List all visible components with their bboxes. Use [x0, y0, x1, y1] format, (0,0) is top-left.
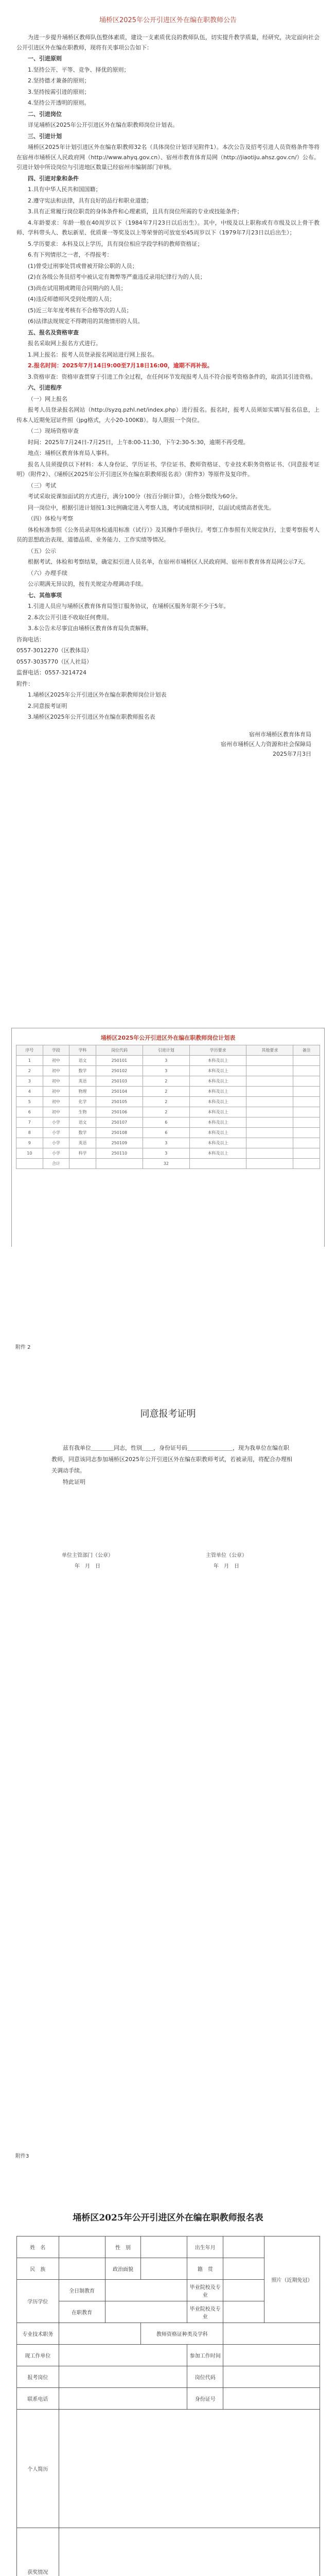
table-header-cell: 备注 — [293, 1045, 320, 1056]
table-cell: 4 — [16, 1087, 43, 1097]
field-edu-full-label: 全日制教育 — [59, 2280, 105, 2301]
table-cell — [246, 1107, 293, 1117]
field-honors-label: 获奖情况 — [17, 2528, 59, 2576]
table-cell — [246, 1148, 293, 1159]
table-cell: 生物 — [69, 1107, 96, 1117]
article-paragraph: 1.具有中华人民共和国国籍； — [28, 186, 101, 193]
field-idno-label: 身份证号 — [187, 2388, 223, 2410]
table-cell: 32 — [143, 1159, 189, 1169]
article-paragraph: 3.资格审查：资格审查贯穿于引进工作全过程，在任何环节发现报考人员不符合报考资格条件的，取消其引进资格。 — [28, 373, 316, 380]
table-cell: 小学 — [43, 1148, 69, 1159]
field-honors-input[interactable] — [59, 2528, 320, 2576]
table-cell: 本科及以上 — [189, 1148, 246, 1159]
article-paragraph: （三）考试 — [28, 482, 56, 489]
table-row — [16, 1107, 320, 1117]
field-school-label: 毕业院校及专业 — [187, 2280, 223, 2301]
table-cell — [246, 1117, 293, 1128]
table-cell: 10 — [16, 1148, 43, 1159]
table-cell: 数学 — [69, 1128, 96, 1138]
article-paragraph: (1)曾受过刑事处罚或曾被开除公职的人员； — [28, 262, 138, 269]
article-paragraph: 6.有下列情形之一者，不得报考： — [28, 251, 113, 258]
article-title: 埇桥区2025年公开引进区外在编在职教师公告 — [99, 16, 237, 24]
article-paragraph: 埇桥区2025年计划引进区外在编在职教师32名（具体岗位计划详见附件1）。本次公告及招考引进人员资格条件等将在宿州市埇桥区人民政府网（http://www.ahyq.gov.cn）、宿州市教育体育局网（http://jiaotiju.ahsz.gov.cn/）公布。引进计划中所设岗位与引进地区数量已经宿州市编制部门审核。 — [16, 144, 320, 171]
table-cell — [246, 1128, 293, 1138]
table-cell: 初中 — [43, 1066, 69, 1076]
field-title-cert-label: 专业技术职务 — [17, 2323, 59, 2345]
table-cell: 3 — [16, 1076, 43, 1087]
field-edu-full-input[interactable] — [105, 2280, 187, 2301]
table-cell — [293, 1138, 320, 1148]
table-cell: 语文 — [69, 1056, 96, 1066]
table-cell: 本科及以上 — [189, 1097, 246, 1107]
field-edu-job-label: 在职教育 — [59, 2301, 105, 2323]
table-row — [16, 1056, 320, 1066]
table-cell: 2 — [143, 1087, 189, 1097]
table-cell: 7 — [16, 1117, 43, 1128]
table-cell: 9 — [16, 1138, 43, 1148]
table-cell: 小学 — [43, 1128, 69, 1138]
article-paragraph: 5.学历要求：本科及以上学历，具有岗位相应学段学科的教师资格证； — [28, 240, 203, 247]
table-cell: 语文 — [69, 1117, 96, 1128]
article-paragraph: (2)在各级公务员招考中被认定有舞弊等严重违反录用纪律行为的人员； — [28, 274, 206, 280]
article-paragraph: 2.报名时间：2025年7月14日9:00至7月18日16:00，逾期不再补报。 — [28, 362, 213, 369]
field-politics-input[interactable] — [141, 2258, 187, 2280]
field-job-date-label: 参加工作时间 — [187, 2345, 223, 2366]
table-cell: 250105 — [96, 1097, 143, 1107]
table-cell: 250109 — [96, 1138, 143, 1148]
table-cell: 8 — [16, 1128, 43, 1138]
article-paragraph: 3.具有正常履行岗位职责的身体条件和心理素质，且具有岗位所需的专业或技能条件； — [28, 208, 243, 215]
article-paragraph: 报考人员登录报名网站（http://syzq.pzhl.net/index.php）进行报名。报名时，报考人员须如实填写报名信息，上传本人近期免冠证件照（jpg格式，大小20-100KB）。每人限报一个岗位。 — [16, 406, 320, 423]
position-table-title: 埇桥区2025年公开引进区外在编在职教师岗位计划表 — [100, 1035, 236, 1041]
consent-body — [51, 1443, 293, 1488]
table-cell — [293, 1107, 320, 1117]
consent-sig-left: 单位主管部门（公章） 年 月 日 — [62, 1553, 113, 1569]
table-cell: 250103 — [96, 1076, 143, 1087]
table-cell: 英语 — [69, 1076, 96, 1087]
form-title: 埇桥区2025年公开引进区外在编在职教师报名表 — [73, 2213, 263, 2223]
article-paragraph: 2.本次公开引进不收取任何费用。 — [28, 614, 113, 621]
field-job-date-input[interactable] — [223, 2345, 320, 2366]
table-cell — [293, 1148, 320, 1159]
table-header-cell: 岗位代码 — [96, 1045, 143, 1056]
attachment-consent-certificate — [0, 1247, 336, 2050]
table-cell: 小学 — [43, 1138, 69, 1148]
article-paragraph: （六）办理手续 — [28, 569, 67, 577]
field-idno-input[interactable] — [223, 2388, 320, 2410]
field-unit-label: 现工作单位 — [17, 2345, 59, 2366]
field-position-label: 报考岗位 — [17, 2366, 59, 2388]
table-row — [16, 1076, 320, 1087]
field-gender-input[interactable] — [141, 2236, 187, 2258]
article-paragraph: 六、引进程序 — [28, 384, 62, 391]
table-cell: 本科及以上 — [189, 1066, 246, 1076]
table-cell — [293, 1066, 320, 1076]
field-title-cert-input[interactable] — [59, 2323, 141, 2345]
article-paragraph: (3)尚在试用期或聘用合同期内的人员； — [28, 284, 127, 292]
table-cell: 本科及以上 — [189, 1117, 246, 1128]
article-paragraph: 体检标准参照《公务员录用体检通用标准（试行）》及其操作手册执行。考察工作参照有关规定执行，主要考察报考人员的思想政治表现、道德品质、业务能力、工作实绩等情况。 — [16, 526, 320, 543]
table-cell: 本科及以上 — [189, 1138, 246, 1148]
article-signature — [16, 730, 320, 759]
field-birth-label: 出生年月 — [187, 2236, 223, 2258]
field-edu-job-input[interactable] — [105, 2301, 187, 2323]
article-paragraph: 同一岗位中，根据引进计划按1:3比例确定进入考察人选，考试成绩相同时，以面试成绩高者优先。 — [28, 504, 275, 511]
table-cell: 6 — [143, 1128, 189, 1138]
signature-line: 宿州市埇桥区教育体育局 — [249, 731, 311, 738]
table-cell: 初中 — [43, 1097, 69, 1107]
article-paragraph: 报名人员须提供以下材料：本人身份证、学历证书、学位证书、教师资格证、专业技术职务资格证书、《同意报考证明》（附件2）、《埇桥区2025年公开引进区外在编在职教师报名表》（附件3）等原件及复印件。 — [16, 461, 320, 478]
article-paragraph: 一、引进原则 — [28, 55, 62, 62]
article-paragraph: 详见埇桥区2025年公开引进区外在编在职教师岗位计划表。 — [28, 122, 178, 128]
table-cell: 2 — [143, 1076, 189, 1087]
field-native-label: 籍 贯 — [187, 2258, 223, 2280]
table-cell — [246, 1159, 293, 1169]
article-paragraph: 4.坚持公开透明的原则。 — [28, 99, 90, 106]
table-cell — [293, 1117, 320, 1128]
table-cell: 1 — [16, 1056, 43, 1066]
registration-form-table — [16, 2236, 320, 2576]
table-cell: 5 — [16, 1097, 43, 1107]
table-cell — [293, 1087, 320, 1097]
article-paragraph: 0557-3035770（区人社局） — [16, 658, 92, 665]
table-cell: 初中 — [43, 1076, 69, 1087]
position-plan-table-image — [11, 1028, 325, 1249]
table-cell: 250107 — [96, 1117, 143, 1128]
consent-note: 特此证明 — [63, 1479, 85, 1485]
table-row — [16, 1097, 320, 1107]
table-cell: 化学 — [69, 1097, 96, 1107]
article-paragraph: 3.本公告未尽事宜由埇桥区教育体育局负责解释。 — [28, 625, 152, 632]
table-cell: 250104 — [96, 1087, 143, 1097]
table-cell: 3 — [143, 1066, 189, 1076]
article-paragraph: 地点：埇桥区教育体育局人事科。 — [28, 450, 113, 456]
field-birth-input[interactable] — [223, 2236, 264, 2258]
table-cell — [16, 1159, 43, 1169]
table-header-cell: 序号 — [16, 1045, 43, 1056]
field-phone-input[interactable] — [59, 2388, 187, 2410]
article-paragraph: (6)法律法规规定不得聘用的其他情形的人员。 — [28, 318, 144, 325]
article-paragraph: 3.埇桥区2025年公开引进区外在编在职教师报名表 — [28, 714, 155, 720]
field-resume-input[interactable] — [59, 2410, 320, 2528]
table-row — [16, 1138, 320, 1148]
table-cell — [246, 1087, 293, 1097]
article-paragraph: 七、其他事项 — [28, 591, 62, 599]
table-cell: 英语 — [69, 1138, 96, 1148]
table-cell: 初中 — [43, 1087, 69, 1097]
table-cell — [96, 1159, 143, 1169]
article-paragraph: 为进一步提升埇桥区教师队伍整体素质，建设一支素质优良的教师队伍，切实提升教学质量，经研究，决定面向社会公开引进区外在编在职教师，现将有关事项公告如下： — [16, 34, 320, 51]
field-degree-label: 学历学位 — [17, 2280, 59, 2323]
article-paragraph: 1.引进人员应与埇桥区教育体育局签订服务协议，在埇桥区服务年限不少于5年。 — [28, 603, 229, 609]
table-cell — [246, 1076, 293, 1087]
field-ethnic-input[interactable] — [59, 2258, 105, 2280]
field-teacher-cert-label: 教师资格证种类及学科 — [141, 2323, 223, 2345]
table-cell: 本科及以上 — [189, 1087, 246, 1097]
article-paragraph: （四）体检与考察 — [28, 515, 73, 522]
attachment3-label: 附件3 — [15, 2154, 29, 2159]
table-cell: 初中 — [43, 1107, 69, 1117]
article-paragraph: 报名采取网上报名方式进行。 — [28, 340, 101, 347]
field-ethnic-label: 民 族 — [17, 2258, 59, 2280]
field-native-input[interactable] — [223, 2258, 264, 2280]
table-cell — [293, 1056, 320, 1066]
consent-title: 同意报考证明 — [140, 1409, 196, 1419]
article-paragraph: 时间：2025年7月24日-7月25日，上午8:00-11:30，下午2:30-5:30，逾期不再受理。 — [28, 438, 249, 446]
article-paragraph: 2.同意报考证明 — [28, 702, 67, 709]
table-cell: 本科及以上 — [189, 1128, 246, 1138]
article-paragraph: 根据考试、体检和考察结果，确定拟引进人员名单，在宿州市埇桥区人民政府网、宿州市教育体育局网公示7天。 — [28, 558, 309, 565]
field-name-input[interactable] — [59, 2236, 105, 2258]
consent-text: 兹有我单位＿＿＿＿同志，性别＿＿，身份证号码＿＿＿＿＿＿＿＿，现为我单位在编在职教师，同意该同志参加埇桥区2025年公开引进区外在编在职教师考试，若被录用，将配合办理相关调动手续。 — [51, 1445, 292, 1474]
table-header-cell: 学段 — [43, 1045, 69, 1056]
article-paragraph: 1.埇桥区2025年公开引进区外在编在职教师岗位计划表 — [28, 691, 167, 698]
table-cell: 2 — [143, 1107, 189, 1117]
table-cell — [246, 1097, 293, 1107]
signature-line: 宿州市埇桥区人力资源和社会保障局 — [221, 740, 311, 748]
article-paragraph: 考试采取说课加面试的方式进行，满分100分（按百分制计算），合格分数线为60分。 — [28, 493, 241, 500]
table-cell: 数学 — [69, 1066, 96, 1076]
table-cell: 3 — [143, 1138, 189, 1148]
table-cell: 250106 — [96, 1107, 143, 1117]
field-code-input[interactable] — [223, 2366, 320, 2388]
field-teacher-cert-input[interactable] — [223, 2323, 320, 2345]
article-paragraph: （一）网上报名 — [28, 395, 67, 402]
article-paragraph: 2.遵守宪法和法律，具有良好的品行和职业道德； — [28, 197, 152, 204]
table-cell: 250108 — [96, 1128, 143, 1138]
attachment-registration-form — [0, 2148, 336, 2576]
table-cell — [246, 1056, 293, 1066]
table-row — [16, 1159, 320, 1169]
article-paragraph: 监督电话：0557-3214724 — [16, 669, 86, 676]
table-header-cell: 其他要求 — [246, 1045, 293, 1056]
table-row — [16, 1128, 320, 1138]
table-cell: 250110 — [96, 1148, 143, 1159]
table-cell: 250102 — [96, 1066, 143, 1076]
article-paragraph: 三、引进计划 — [28, 132, 62, 140]
article-paragraph: 1.坚持公开、平等、竞争、择优的原则； — [28, 66, 130, 73]
field-school2-input[interactable] — [223, 2301, 264, 2323]
table-cell: 本科及以上 — [189, 1076, 246, 1087]
article-paragraph: 公示期满无异议的，按有关规定办理调动手续。 — [28, 581, 147, 587]
table-cell: 小学 — [43, 1117, 69, 1128]
table-row — [16, 1117, 320, 1128]
table-cell — [293, 1076, 320, 1087]
table-cell — [246, 1066, 293, 1076]
table-cell — [293, 1128, 320, 1138]
attachment2-label: 附件 2 — [15, 1345, 31, 1350]
field-gender-label: 性 别 — [105, 2236, 141, 2258]
article-paragraph: 咨询电话： — [16, 636, 45, 643]
table-cell: 本科及以上 — [189, 1107, 246, 1117]
field-name-label: 姓 名 — [17, 2236, 59, 2258]
table-cell — [189, 1159, 246, 1169]
article-paragraph: 1.网上报名：报考人员登录报名网站进行网上报名。 — [28, 351, 158, 358]
photo-box: 照片（近期免冠） — [264, 2236, 320, 2323]
article-paragraph: (4)违反师德师风受到处理的人员； — [28, 296, 115, 302]
table-cell: 合计 — [43, 1159, 69, 1169]
article-body — [16, 32, 320, 722]
table-cell — [69, 1159, 96, 1169]
article-paragraph: 五、报名及资格审查 — [28, 329, 79, 336]
article-paragraph: 2.坚持德才兼备的原则； — [28, 77, 90, 84]
table-cell — [293, 1097, 320, 1107]
table-cell: 科学 — [69, 1148, 96, 1159]
table-cell: 3 — [143, 1056, 189, 1066]
field-school-input[interactable] — [223, 2280, 264, 2301]
table-cell: 6 — [143, 1117, 189, 1128]
table-row — [16, 1066, 320, 1076]
article-paragraph: (5)近三年年度考核有不合格等次的人员； — [28, 307, 132, 314]
table-row — [16, 1087, 320, 1097]
table-cell: 3 — [143, 1148, 189, 1159]
table-header-cell: 学科 — [69, 1045, 96, 1056]
article-paragraph: 3.坚持按需引进的原则； — [28, 88, 90, 95]
position-table — [16, 1045, 320, 1169]
consent-sig-right: 主管单位（公章） 年 月 日 — [206, 1553, 247, 1569]
article-paragraph: 二、引进岗位 — [28, 110, 62, 117]
table-cell — [293, 1159, 320, 1169]
article-paragraph: 4.年龄要求：年龄一般在40周岁以下（1984年7月23日以后出生）。其中，中级及以上职称或有市级及以上骨干教师、学科带头人、教坛新星、优质课一等奖及以上等荣誉的可放宽至45周岁以下（1979年7月23日以后出生）； — [16, 219, 320, 236]
field-phone-label: 联系电话 — [17, 2388, 59, 2410]
article-paragraph: （五）公示 — [28, 547, 56, 554]
field-code-label: 岗位代码 — [187, 2366, 223, 2388]
table-cell: 2 — [143, 1097, 189, 1107]
table-cell: 初中 — [43, 1056, 69, 1066]
table-cell: 2 — [16, 1066, 43, 1076]
table-header-cell: 学历要求 — [189, 1045, 246, 1056]
field-school2-label: 毕业院校及专业 — [187, 2301, 223, 2323]
field-position-input[interactable] — [59, 2366, 187, 2388]
article-paragraph: 0557-3012270（区教体局） — [16, 647, 92, 654]
field-politics-label: 政治面貌 — [105, 2258, 141, 2280]
table-cell: 物理 — [69, 1087, 96, 1097]
field-resume-label: 个人简历 — [17, 2410, 59, 2528]
table-header-cell: 引进计划 — [143, 1045, 189, 1056]
field-unit-input[interactable] — [59, 2345, 187, 2366]
article-paragraph: 四、引进对象和条件 — [28, 175, 79, 182]
article-paragraph: （二）现场资格审查 — [28, 428, 79, 434]
article-paragraph: 附件： — [16, 680, 33, 687]
table-cell — [246, 1138, 293, 1148]
signature-line: 2025年7月3日 — [273, 750, 311, 757]
table-cell: 本科及以上 — [189, 1056, 246, 1066]
table-row — [16, 1148, 320, 1159]
table-cell: 250101 — [96, 1056, 143, 1066]
table-cell: 6 — [16, 1107, 43, 1117]
